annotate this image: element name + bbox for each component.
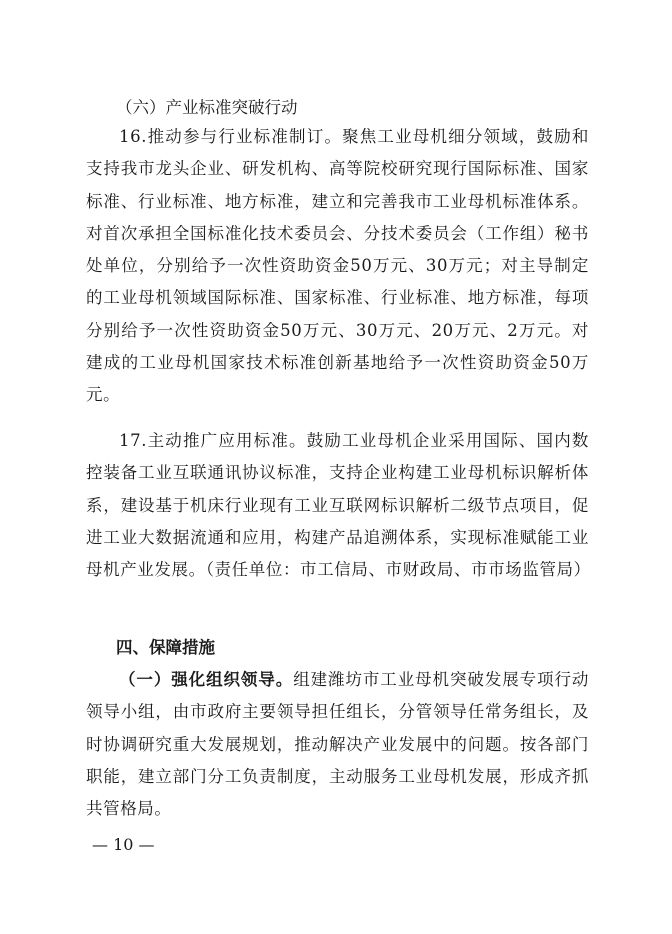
paragraph-organization-leadership [86, 664, 589, 825]
section-heading: （六）产业标准突破行动 [116, 98, 298, 117]
chapter-heading: 四、保障措施 [116, 638, 215, 657]
paragraph-item-17: 17.主动推广应用标准。鼓励工业母机企业采用国际、国内数控装备工业互联通讯协议标准，支持企业构建工业母机标识解析体系，建设基于机床行业现有工业互联网标识解析二级节点项目，促进工业大数据流通和应用，构建产品追溯体系，实现标准赋能工业母机产业发展。（责任单位：市工信局、市财政局、市市场监管局） [86, 431, 591, 580]
measure-text: 组建潍坊市工业母机突破发展专项行动领导小组，由市政府主要领导担任组长，分管领导任常务组长，及时协调研究重大发展规划，推动解决产业发展中的问题。按各部门职能，建立部门分工负责制度，主动服务工业母机发展，形成齐抓共管格局。 [86, 670, 590, 819]
paragraph-item-16: 16.推动参与行业标准制订。聚焦工业母机细分领域，鼓励和支持我市龙头企业、研发机构、高等院校研究现行国际标准、国家标准、行业标准、地方标准，建立和完善我市工业母机标准体系。对首次承担全国标准化技术委员会、分技术委员会（工作组）秘书处单位，分别给予一次性资助资金50万元、30万元；对主导制定的工业母机领域国际标准、国家标准、行业标准、地方标准，每项分别给予一次性资助资金50万元、30万元、20万元、2万元。对建成的工业母机国家技术标准创新基地给予一次性资助资金50万元。 [86, 127, 589, 405]
measure-lead: （一）强化组织领导。 [119, 670, 294, 689]
page-number: — 10 — [92, 835, 155, 854]
